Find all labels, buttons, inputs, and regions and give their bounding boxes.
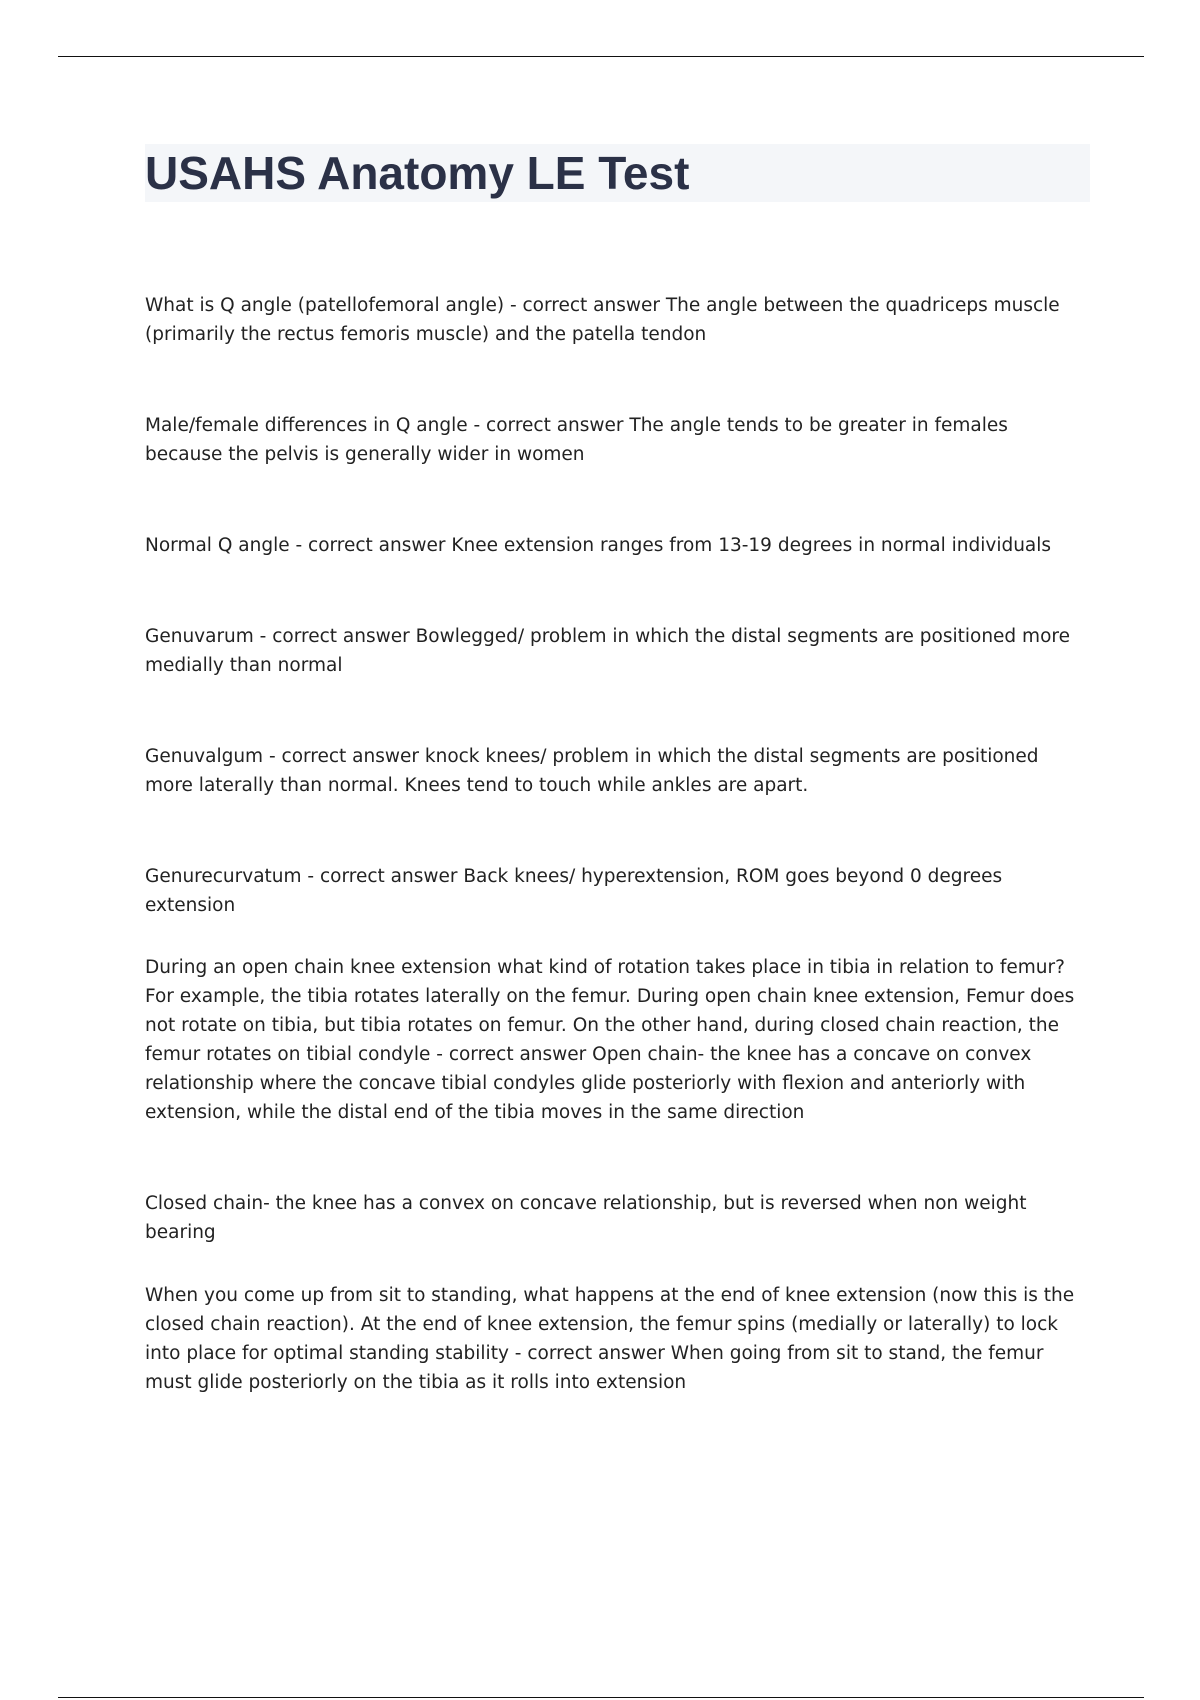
qa-item-closed-chain: Closed chain- the knee has a convex on concave relationship, but is reversed when non weight bearing (145, 1193, 1027, 1243)
qa-item-open-chain: During an open chain knee extension what kind of rotation takes place in tibia in relation to femur? For example, the tibia rotates laterally on the femur. During open chain knee extension, Femur does not rotate on tibia, but tibia rotates on femur. On the other hand, during closed chain reaction, the femur rotates on tibial condyle - correct answer Open chain- the knee has a concave on convex relationship where the concave tibial condyles glide posteriorly with flexion and anteriorly with extension, while the distal end of the tibia moves in the same direction (145, 957, 1075, 1123)
qa-item-sit-to-stand: When you come up from sit to standing, what happens at the end of knee extension (now this is the closed chain reaction). At the end of knee extension, the femur spins (medially or laterally) to lock into place for optimal standing stability - correct answer When going from sit to stand, the femur must glide posteriorly on the tibia as it rolls into extension (145, 1285, 1075, 1393)
qa-item-q-angle-gender: Male/female differences in Q angle - correct answer The angle tends to be greater in females because the pelvis is generally wider in women (145, 415, 1008, 465)
qa-item-genuvarum: Genuvarum - correct answer Bowlegged/ problem in which the distal segments are positioned more medially than normal (145, 626, 1070, 676)
qa-item-genuvalgum: Genuvalgum - correct answer knock knees/ problem in which the distal segments are positioned more laterally than normal. Knees tend to touch while ankles are apart. (145, 746, 1039, 796)
bottom-rule (58, 1697, 1144, 1698)
top-rule (58, 56, 1144, 57)
qa-item-q-angle: What is Q angle (patellofemoral angle) - correct answer The angle between the quadriceps muscle (primarily the rectus femoris muscle) and the patella tendon (145, 295, 1060, 345)
qa-item-normal-q-angle: Normal Q angle - correct answer Knee extension ranges from 13-19 degrees in normal individuals (145, 535, 1052, 556)
qa-item-genurecurvatum: Genurecurvatum - correct answer Back knees/ hyperextension, ROM goes beyond 0 degrees extension (145, 866, 1003, 916)
document-title: USAHS Anatomy LE Test (145, 147, 690, 199)
